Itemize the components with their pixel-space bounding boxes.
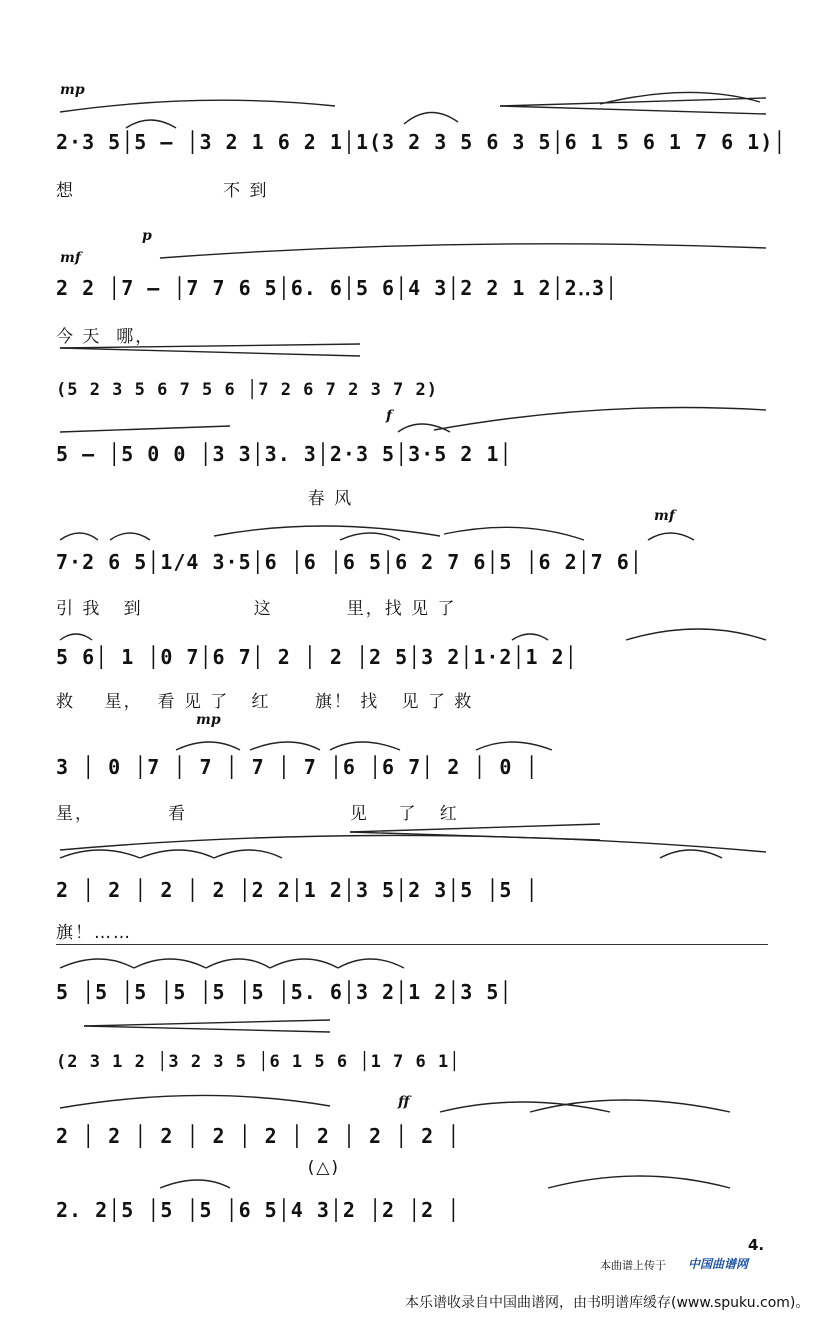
notes-line-4: 5 — │5 0 0 │3 3│3. 3│2·3 5│3·5 2 1│: [56, 442, 513, 466]
lyrics-line-5: 引 我 到 这 里，找 见 了: [56, 599, 457, 619]
lyrics-line-11: (△): [56, 1158, 341, 1178]
notes-line-3: (5 2 3 5 6 7 5 6 │7 2 6 7 2 3 7 2): [56, 380, 438, 400]
dynamic-ff: ff: [398, 1094, 410, 1110]
site-logo: 中国曲谱网: [688, 1257, 749, 1271]
upload-note: 本曲谱上传于: [600, 1259, 666, 1272]
dynamic-f: f: [386, 408, 393, 424]
notes-line-2: 2 2 │7 — │7 7 6 5│6. 6│5 6│4 3│2 2 1 2│2‥3│: [56, 276, 619, 300]
page-number: 4.: [748, 1236, 765, 1254]
notes-line-1: 2·3 5│5 — │3 2 1 6 2 1│1(3 2 3 5 6 3 5│6 1 5 6 1 7 6 1)│: [56, 130, 787, 154]
dynamic-mf-2: mf: [654, 508, 675, 524]
lyrics-line-1: 想 不 到: [56, 181, 269, 201]
notes-line-5: 7·2 6 5│1/4 3·5│6 │6 │6 5│6 2 7 6│5 │6 2│7 6│: [56, 550, 643, 574]
lyrics-line-2: 今 天 哪，: [56, 327, 155, 347]
dynamic-p: p: [142, 228, 152, 244]
notes-line-6: 5 6│ 1 │0 7│6 7│ 2 │ 2 │2 5│3 2│1·2│1 2│: [56, 645, 578, 669]
notes-line-12: 2. 2│5 │5 │5 │6 5│4 3│2 │2 │2 │: [56, 1198, 461, 1222]
section-divider: [56, 944, 768, 945]
lyrics-line-7: 星， 看 见 了 红: [56, 804, 459, 824]
lyrics-line-8: 旗！……: [56, 923, 132, 943]
lyrics-line-4: 春 风: [56, 489, 354, 509]
notes-line-9: 5 │5 │5 │5 │5 │5 │5. 6│3 2│1 2│3 5│: [56, 980, 513, 1004]
dynamic-mp-2: mp: [196, 712, 221, 728]
footer-source: 本乐谱收录自中国曲谱网，由书明谱库缓存(www.spuku.com)。: [405, 1295, 810, 1311]
lyrics-line-6: 救 星， 看 见 了 红 旗！ 找 见 了 救: [56, 692, 474, 712]
notes-line-7: 3 │ 0 │7 │ 7 │ 7 │ 7 │6 │6 7│ 2 │ 0 │: [56, 755, 539, 779]
dynamic-mp: mp: [60, 82, 85, 98]
notes-line-10: (2 3 1 2 │3 2 3 5 │6 1 5 6 │1 7 6 1│: [56, 1052, 461, 1072]
notes-line-8: 2 │ 2 │ 2 │ 2 │2 2│1 2│3 5│2 3│5 │5 │: [56, 878, 539, 902]
dynamic-mf: mf: [60, 250, 81, 266]
notes-line-11: 2 │ 2 │ 2 │ 2 │ 2 │ 2 │ 2 │ 2 │: [56, 1124, 461, 1148]
